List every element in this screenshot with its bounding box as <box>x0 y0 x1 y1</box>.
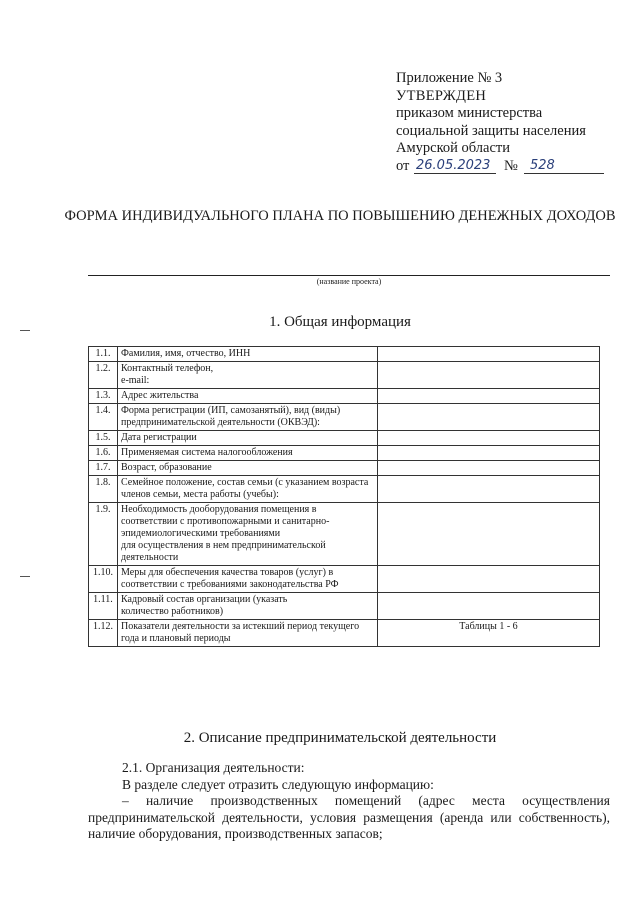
row-number: 1.11. <box>89 593 118 620</box>
approval-block <box>396 70 626 176</box>
row-label: Показатели деятельности за истекший период текущего года и плановый периоды <box>118 620 378 647</box>
row-label: Адрес жительства <box>118 389 378 404</box>
row-label: Кадровый состав организации (указать количество работников) <box>118 593 378 620</box>
table-row <box>89 347 600 362</box>
section-2-body <box>88 760 610 843</box>
section-1-title: 1. Общая информация <box>269 314 411 330</box>
bullet-premises: – наличие производственных помещений (адрес места осуществления предпринимательской деятельности, условия размещения (аренда или собственность), наличие оборудования, производственных запасов; <box>88 793 610 841</box>
row-value <box>378 389 600 404</box>
row-number: 1.1. <box>89 347 118 362</box>
row-value <box>378 476 600 503</box>
row-number: 1.7. <box>89 461 118 476</box>
general-info-table <box>88 346 600 647</box>
row-label: Фамилия, имя, отчество, ИНН <box>118 347 378 362</box>
table-row <box>89 431 600 446</box>
approval-line-2: социальной защиты населения <box>396 122 586 139</box>
row-number: 1.6. <box>89 446 118 461</box>
row-label: Меры для обеспечения качества товаров (услуг) в соответствии с требованиями законодательства РФ <box>118 566 378 593</box>
table-row <box>89 620 600 647</box>
order-date: 26.05.2023 <box>416 157 491 173</box>
order-line <box>396 158 626 176</box>
row-label: Семейное положение, состав семьи (с указанием возраста членов семьи, места работы (учебы): <box>118 476 378 503</box>
row-number: 1.5. <box>89 431 118 446</box>
table-row <box>89 566 600 593</box>
subsection-2-1: 2.1. Организация деятельности: <box>122 760 305 775</box>
table-row <box>89 593 600 620</box>
row-number: 1.9. <box>89 503 118 566</box>
row-number: 1.8. <box>89 476 118 503</box>
row-label: Дата регистрации <box>118 431 378 446</box>
table-row <box>89 404 600 431</box>
row-value <box>378 446 600 461</box>
row-value <box>378 347 600 362</box>
section-2-title: 2. Описание предпринимательской деятельности <box>183 730 497 746</box>
table-row <box>89 461 600 476</box>
row-label: Возраст, образование <box>118 461 378 476</box>
row-value <box>378 503 600 566</box>
row-number: 1.4. <box>89 404 118 431</box>
row-value <box>378 593 600 620</box>
table-row <box>89 476 600 503</box>
table-row <box>89 389 600 404</box>
row-label: Контактный телефон, e-mail: <box>118 362 378 389</box>
row-label: Применяемая система налогообложения <box>118 446 378 461</box>
appendix-label: Приложение № 3 <box>396 70 503 86</box>
row-value <box>378 404 600 431</box>
margin-mark <box>20 330 30 331</box>
approval-line-1: приказом министерства <box>396 105 543 121</box>
row-number: 1.10. <box>89 566 118 593</box>
order-number: 528 <box>530 157 555 173</box>
approved-label: УТВЕРЖДЕН <box>396 87 487 104</box>
project-name-line <box>88 275 610 276</box>
table-row <box>89 446 600 461</box>
number-label: № <box>504 157 518 174</box>
intro-text: В разделе следует отразить следующую информацию: <box>122 776 434 792</box>
project-name-caption: (название проекта) <box>316 277 382 286</box>
margin-mark <box>20 576 30 577</box>
row-value: Таблицы 1 - 6 <box>378 620 600 647</box>
row-number: 1.2. <box>89 362 118 389</box>
row-value <box>378 566 600 593</box>
table-row <box>89 503 600 566</box>
row-number: 1.12. <box>89 620 118 647</box>
row-number: 1.3. <box>89 389 118 404</box>
from-label: от <box>396 157 410 174</box>
approval-line-3: Амурской области <box>396 140 510 156</box>
row-label: Необходимость дооборудования помещения в соответствии с противопожарными и санитарно-эпидемиологическими требованиями для осуществления в нем предпринимательской деятельности <box>118 503 378 566</box>
row-value <box>378 461 600 476</box>
form-title: ФОРМА ИНДИВИДУАЛЬНОГО ПЛАНА ПО ПОВЫШЕНИЮ ДЕНЕЖНЫХ ДОХОДОВ <box>64 208 616 224</box>
table-row <box>89 362 600 389</box>
row-value <box>378 362 600 389</box>
row-label: Форма регистрации (ИП, самозанятый), вид (виды) предпринимательской деятельности (ОКВЭД): <box>118 404 378 431</box>
row-value <box>378 431 600 446</box>
